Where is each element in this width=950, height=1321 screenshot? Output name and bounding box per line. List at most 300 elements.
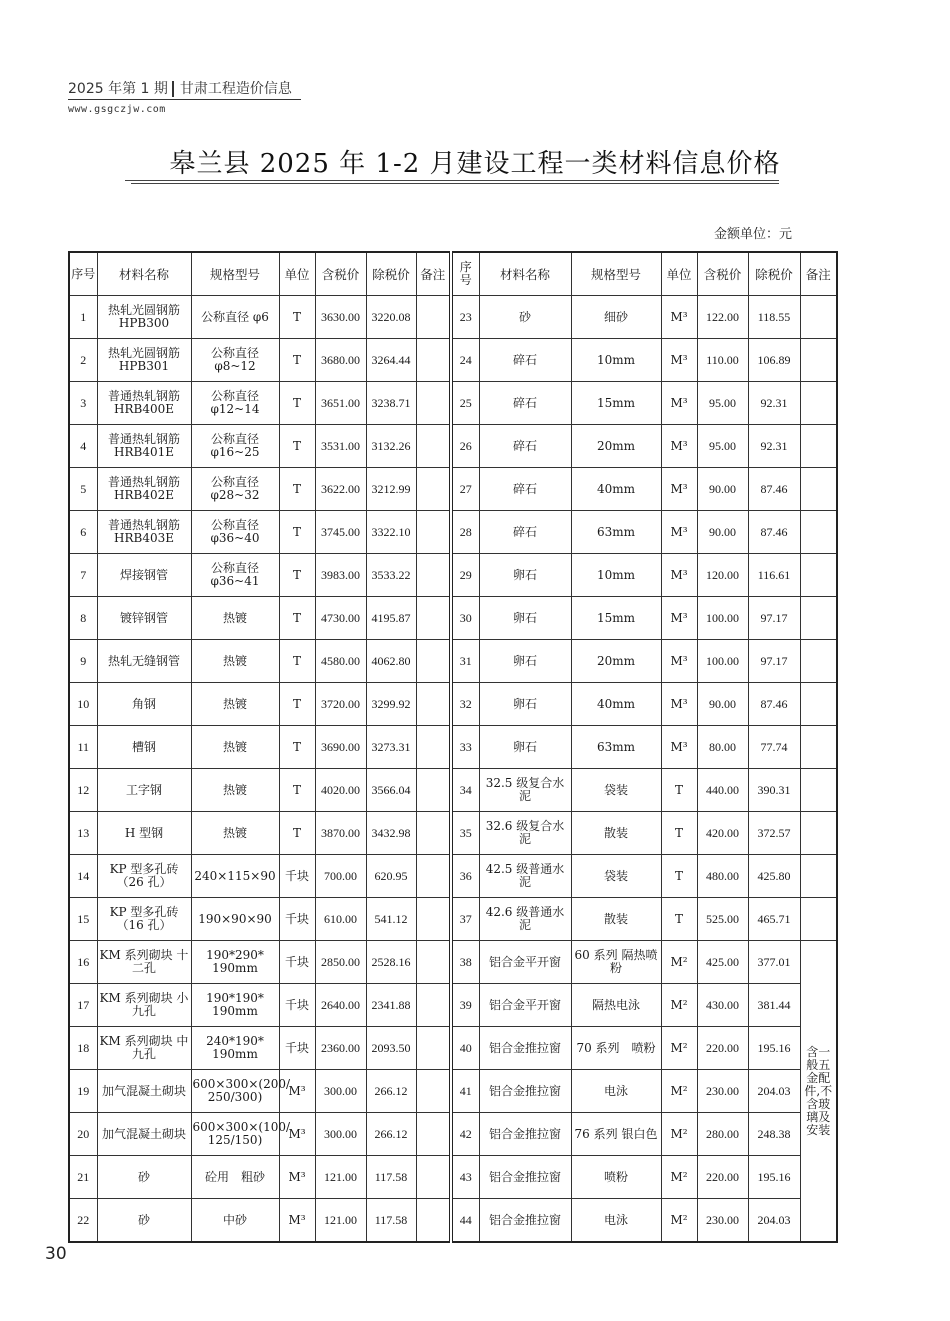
cell-notax: 390.31: [748, 769, 800, 812]
cell-name: 铝合金推拉窗: [479, 1070, 571, 1113]
cell-remark: [416, 1156, 451, 1199]
cell-no: 37: [451, 898, 479, 941]
cell-unit: M²: [661, 1156, 697, 1199]
cell-notax: 3299.92: [366, 683, 416, 726]
cell-tax: 4020.00: [315, 769, 366, 812]
cell-spec: 袋装: [571, 855, 661, 898]
cell-no: 43: [451, 1156, 479, 1199]
cell-no: 10: [69, 683, 97, 726]
cell-remark: [416, 769, 451, 812]
col-header-tax-price: 含税价: [697, 252, 748, 296]
cell-unit: M³: [661, 468, 697, 511]
cell-notax: 3132.26: [366, 425, 416, 468]
cell-name: 普通热轧钢筋 HRB400E: [97, 382, 191, 425]
cell-name: KP 型多孔砖（16 孔）: [97, 898, 191, 941]
table-row: [69, 1156, 837, 1199]
cell-name: 卵石: [479, 726, 571, 769]
cell-spec: 600×300×(200/ 250/300): [191, 1070, 279, 1113]
cell-unit: M²: [661, 1199, 697, 1243]
cell-no: 16: [69, 941, 97, 984]
title-underline-2: [131, 183, 779, 184]
cell-name: 普通热轧钢筋 HRB401E: [97, 425, 191, 468]
cell-unit: M³: [661, 339, 697, 382]
table-row: [69, 554, 837, 597]
cell-no: 24: [451, 339, 479, 382]
cell-tax: 3690.00: [315, 726, 366, 769]
cell-notax: 3322.10: [366, 511, 416, 554]
col-header-unit: 单位: [661, 252, 697, 296]
cell-no: 22: [69, 1199, 97, 1243]
cell-name: 热轧光圆钢筋 HPB301: [97, 339, 191, 382]
cell-no: 41: [451, 1070, 479, 1113]
cell-name: 砂: [97, 1199, 191, 1243]
cell-notax: 116.61: [748, 554, 800, 597]
cell-name: 卵石: [479, 554, 571, 597]
cell-remark: [416, 296, 451, 339]
cell-tax: 100.00: [697, 640, 748, 683]
table-row: [69, 296, 837, 339]
cell-notax: 87.46: [748, 683, 800, 726]
cell-no: 26: [451, 425, 479, 468]
cell-notax: 372.57: [748, 812, 800, 855]
col-header-tax-price: 含税价: [315, 252, 366, 296]
cell-tax: 440.00: [697, 769, 748, 812]
cell-notax: 77.74: [748, 726, 800, 769]
cell-unit: M³: [279, 1199, 315, 1243]
cell-name: 角钢: [97, 683, 191, 726]
cell-no: 3: [69, 382, 97, 425]
cell-name: 碎石: [479, 425, 571, 468]
cell-remark: [416, 683, 451, 726]
cell-name: 焊接钢管: [97, 554, 191, 597]
cell-spec: 76 系列 银白色: [571, 1113, 661, 1156]
cell-name: 普通热轧钢筋 HRB402E: [97, 468, 191, 511]
cell-notax: 97.17: [748, 597, 800, 640]
cell-tax: 3630.00: [315, 296, 366, 339]
cell-name: 铝合金推拉窗: [479, 1113, 571, 1156]
cell-spec: 袋装: [571, 769, 661, 812]
col-header-name: 材料名称: [97, 252, 191, 296]
cell-name: 槽钢: [97, 726, 191, 769]
cell-no: 38: [451, 941, 479, 984]
cell-unit: M²: [661, 984, 697, 1027]
cell-name: 铝合金推拉窗: [479, 1156, 571, 1199]
cell-remark: [800, 597, 837, 640]
cell-name: 碎石: [479, 382, 571, 425]
cell-unit: M³: [661, 726, 697, 769]
cell-tax: 480.00: [697, 855, 748, 898]
cell-spec: 电泳: [571, 1199, 661, 1243]
col-header-remark: 备注: [416, 252, 451, 296]
cell-no: 6: [69, 511, 97, 554]
cell-notax: 248.38: [748, 1113, 800, 1156]
cell-spec: 热镀: [191, 812, 279, 855]
cell-unit: T: [279, 640, 315, 683]
cell-name: 42.5 级普通水泥: [479, 855, 571, 898]
cell-tax: 230.00: [697, 1199, 748, 1243]
cell-name: 砂: [479, 296, 571, 339]
cell-name: 卵石: [479, 683, 571, 726]
cell-spec: 公称直径 φ16~25: [191, 425, 279, 468]
cell-remark: [800, 554, 837, 597]
cell-spec: 中砂: [191, 1199, 279, 1243]
cell-notax: 3566.04: [366, 769, 416, 812]
col-header-no: 序号: [69, 252, 97, 296]
cell-unit: 千块: [279, 1027, 315, 1070]
cell-name: 热轧光圆钢筋 HPB300: [97, 296, 191, 339]
page-title: 皋兰县 2025 年 1-2 月建设工程一类材料信息价格: [169, 149, 781, 179]
cell-unit: M³: [279, 1113, 315, 1156]
cell-remark: [416, 941, 451, 984]
cell-spec: 热镀: [191, 683, 279, 726]
cell-name: 铝合金推拉窗: [479, 1199, 571, 1243]
cell-spec: 细砂: [571, 296, 661, 339]
table-row: [69, 1113, 837, 1156]
cell-no: 44: [451, 1199, 479, 1243]
issue-label: 2025 年第 1 期: [68, 81, 168, 97]
cell-no: 33: [451, 726, 479, 769]
cell-no: 27: [451, 468, 479, 511]
cell-name: 镀锌钢管: [97, 597, 191, 640]
cell-unit: M³: [661, 554, 697, 597]
cell-spec: 热镀: [191, 597, 279, 640]
cell-name: 卵石: [479, 597, 571, 640]
cell-spec: 63mm: [571, 511, 661, 554]
cell-notax: 377.01: [748, 941, 800, 984]
cell-name: KM 系列砌块 小九孔: [97, 984, 191, 1027]
cell-name: 碎石: [479, 468, 571, 511]
cell-tax: 420.00: [697, 812, 748, 855]
cell-spec: 公称直径 φ28~32: [191, 468, 279, 511]
cell-spec: 公称直径 φ36~40: [191, 511, 279, 554]
cell-unit: M³: [661, 425, 697, 468]
cell-remark: [800, 425, 837, 468]
cell-notax: 97.17: [748, 640, 800, 683]
cell-remark: [416, 382, 451, 425]
cell-no: 35: [451, 812, 479, 855]
cell-spec: 热镀: [191, 640, 279, 683]
cell-remark: [800, 382, 837, 425]
cell-no: 23: [451, 296, 479, 339]
cell-notax: 3273.31: [366, 726, 416, 769]
cell-spec: 热镀: [191, 726, 279, 769]
cell-name: 32.6 级复合水泥: [479, 812, 571, 855]
cell-remark: [416, 554, 451, 597]
cell-spec: 20mm: [571, 640, 661, 683]
table-header-row: [69, 252, 837, 296]
cell-notax: 4062.80: [366, 640, 416, 683]
page-number: 30: [45, 1244, 67, 1264]
cell-tax: 3745.00: [315, 511, 366, 554]
cell-no: 29: [451, 554, 479, 597]
cell-name: 铝合金平开窗: [479, 984, 571, 1027]
cell-spec: 600×300×(100/ 125/150): [191, 1113, 279, 1156]
cell-no: 4: [69, 425, 97, 468]
cell-tax: 300.00: [315, 1113, 366, 1156]
cell-no: 32: [451, 683, 479, 726]
cell-remark: [416, 1027, 451, 1070]
cell-remark: [800, 511, 837, 554]
cell-tax: 3651.00: [315, 382, 366, 425]
cell-notax: 87.46: [748, 511, 800, 554]
cell-name: 32.5 级复合水泥: [479, 769, 571, 812]
table-row: [69, 511, 837, 554]
cell-tax: 3622.00: [315, 468, 366, 511]
cell-name: KM 系列砌块 十二孔: [97, 941, 191, 984]
col-header-spec: 规格型号: [191, 252, 279, 296]
cell-no: 7: [69, 554, 97, 597]
cell-no: 36: [451, 855, 479, 898]
table-row: [69, 984, 837, 1027]
cell-tax: 230.00: [697, 1070, 748, 1113]
cell-no: 15: [69, 898, 97, 941]
cell-unit: T: [661, 769, 697, 812]
cell-spec: 隔热电泳: [571, 984, 661, 1027]
cell-tax: 3680.00: [315, 339, 366, 382]
cell-no: 40: [451, 1027, 479, 1070]
cell-name: 工字钢: [97, 769, 191, 812]
cell-unit: M²: [661, 941, 697, 984]
cell-notax: 2093.50: [366, 1027, 416, 1070]
journal-url: www.gsgczjw.com: [68, 104, 166, 115]
cell-spec: 190×90×90: [191, 898, 279, 941]
cell-tax: 3720.00: [315, 683, 366, 726]
cell-no: 14: [69, 855, 97, 898]
cell-no: 1: [69, 296, 97, 339]
cell-name: 普通热轧钢筋 HRB403E: [97, 511, 191, 554]
cell-name: 热轧无缝钢管: [97, 640, 191, 683]
cell-no: 11: [69, 726, 97, 769]
table-row: [69, 425, 837, 468]
cell-unit: M³: [661, 597, 697, 640]
cell-remark: [800, 339, 837, 382]
cell-notax: 2528.16: [366, 941, 416, 984]
cell-name: 铝合金平开窗: [479, 941, 571, 984]
cell-spec: 公称直径 φ12~14: [191, 382, 279, 425]
cell-no: 39: [451, 984, 479, 1027]
cell-tax: 3531.00: [315, 425, 366, 468]
cell-notax: 3212.99: [366, 468, 416, 511]
cell-tax: 525.00: [697, 898, 748, 941]
cell-remark: [416, 597, 451, 640]
cell-name: 卵石: [479, 640, 571, 683]
cell-spec: 63mm: [571, 726, 661, 769]
cell-remark: [416, 425, 451, 468]
cell-tax: 700.00: [315, 855, 366, 898]
title-underline: [125, 180, 779, 181]
cell-unit: T: [661, 812, 697, 855]
cell-unit: T: [279, 511, 315, 554]
cell-notax: 2341.88: [366, 984, 416, 1027]
cell-notax: 204.03: [748, 1070, 800, 1113]
cell-remark: [416, 726, 451, 769]
cell-name: 42.6 级普通水泥: [479, 898, 571, 941]
table-row: [69, 683, 837, 726]
cell-name: KP 型多孔砖（26 孔）: [97, 855, 191, 898]
cell-remark: [416, 511, 451, 554]
cell-tax: 280.00: [697, 1113, 748, 1156]
cell-spec: 砼用 粗砂: [191, 1156, 279, 1199]
cell-tax: 122.00: [697, 296, 748, 339]
cell-remark: [800, 898, 837, 941]
cell-notax: 266.12: [366, 1070, 416, 1113]
cell-tax: 2850.00: [315, 941, 366, 984]
cell-remark: [416, 640, 451, 683]
cell-notax: 541.12: [366, 898, 416, 941]
cell-spec: 公称直径 φ6: [191, 296, 279, 339]
table-row: [69, 855, 837, 898]
cell-spec: 公称直径 φ36~41: [191, 554, 279, 597]
table-row: [69, 339, 837, 382]
cell-notax: 195.16: [748, 1156, 800, 1199]
cell-notax: 195.16: [748, 1027, 800, 1070]
table-row: [69, 382, 837, 425]
cell-name: H 型钢: [97, 812, 191, 855]
cell-no: 42: [451, 1113, 479, 1156]
cell-name: KM 系列砌块 中九孔: [97, 1027, 191, 1070]
cell-notax: 3533.22: [366, 554, 416, 597]
cell-notax: 3238.71: [366, 382, 416, 425]
cell-notax: 266.12: [366, 1113, 416, 1156]
header-rule: [68, 99, 301, 100]
cell-spec: 公称直径 φ8~12: [191, 339, 279, 382]
cell-no: 20: [69, 1113, 97, 1156]
cell-spec: 70 系列 喷粉: [571, 1027, 661, 1070]
cell-unit: T: [279, 683, 315, 726]
cell-tax: 3983.00: [315, 554, 366, 597]
cell-no: 19: [69, 1070, 97, 1113]
table-row: [69, 468, 837, 511]
cell-remark: [800, 296, 837, 339]
col-header-notax-price: 除税价: [366, 252, 416, 296]
cell-remark: [416, 468, 451, 511]
cell-unit: M²: [661, 1113, 697, 1156]
cell-tax: 90.00: [697, 468, 748, 511]
cell-no: 34: [451, 769, 479, 812]
cell-no: 18: [69, 1027, 97, 1070]
col-header-unit: 单位: [279, 252, 315, 296]
cell-name: 铝合金推拉窗: [479, 1027, 571, 1070]
table-row: [69, 812, 837, 855]
cell-spec: 190*290* 190mm: [191, 941, 279, 984]
table-row: [69, 726, 837, 769]
cell-tax: 4730.00: [315, 597, 366, 640]
cell-tax: 4580.00: [315, 640, 366, 683]
cell-remark: [800, 683, 837, 726]
cell-no: 12: [69, 769, 97, 812]
cell-spec: 喷粉: [571, 1156, 661, 1199]
col-header-no: 序号: [451, 252, 479, 296]
cell-notax: 204.03: [748, 1199, 800, 1243]
cell-tax: 430.00: [697, 984, 748, 1027]
cell-no: 31: [451, 640, 479, 683]
cell-remark: [800, 855, 837, 898]
cell-tax: 2360.00: [315, 1027, 366, 1070]
cell-notax: 620.95: [366, 855, 416, 898]
cell-tax: 2640.00: [315, 984, 366, 1027]
cell-remark: [416, 339, 451, 382]
cell-no: 2: [69, 339, 97, 382]
cell-unit: M³: [661, 296, 697, 339]
cell-spec: 15mm: [571, 597, 661, 640]
cell-unit: T: [279, 296, 315, 339]
cell-remark: [416, 812, 451, 855]
table-row: [69, 898, 837, 941]
window-remark-note: 含一般五金配件,不含玻璃及安装: [800, 941, 837, 1243]
cell-no: 8: [69, 597, 97, 640]
cell-spec: 热镀: [191, 769, 279, 812]
cell-no: 28: [451, 511, 479, 554]
journal-header: [68, 78, 292, 98]
cell-spec: 60 系列 隔热喷粉: [571, 941, 661, 984]
cell-no: 17: [69, 984, 97, 1027]
cell-spec: 10mm: [571, 554, 661, 597]
cell-notax: 118.55: [748, 296, 800, 339]
price-table: [68, 251, 838, 1243]
cell-remark: [800, 468, 837, 511]
cell-no: 21: [69, 1156, 97, 1199]
cell-tax: 90.00: [697, 683, 748, 726]
cell-name: 砂: [97, 1156, 191, 1199]
col-header-remark: 备注: [800, 252, 837, 296]
cell-remark: [800, 726, 837, 769]
cell-unit: T: [279, 554, 315, 597]
cell-unit: T: [661, 855, 697, 898]
cell-unit: T: [279, 769, 315, 812]
cell-unit: T: [279, 597, 315, 640]
unit-note: 金额单位：元: [713, 227, 792, 242]
cell-unit: 千块: [279, 898, 315, 941]
cell-spec: 190*190* 190mm: [191, 984, 279, 1027]
cell-unit: M²: [661, 1027, 697, 1070]
cell-tax: 95.00: [697, 382, 748, 425]
cell-notax: 3264.44: [366, 339, 416, 382]
cell-tax: 90.00: [697, 511, 748, 554]
cell-tax: 220.00: [697, 1156, 748, 1199]
cell-no: 9: [69, 640, 97, 683]
cell-unit: M³: [661, 640, 697, 683]
col-header-name: 材料名称: [479, 252, 571, 296]
cell-remark: [416, 898, 451, 941]
cell-unit: M³: [279, 1156, 315, 1199]
cell-spec: 240×115×90: [191, 855, 279, 898]
cell-notax: 3432.98: [366, 812, 416, 855]
col-header-notax-price: 除税价: [748, 252, 800, 296]
cell-no: 25: [451, 382, 479, 425]
cell-spec: 20mm: [571, 425, 661, 468]
journal-name: 甘肃工程造价信息: [179, 81, 292, 97]
cell-unit: 千块: [279, 984, 315, 1027]
cell-notax: 92.31: [748, 425, 800, 468]
cell-name: 加气混凝土砌块: [97, 1113, 191, 1156]
cell-spec: 散装: [571, 812, 661, 855]
cell-unit: 千块: [279, 941, 315, 984]
cell-remark: [416, 1199, 451, 1243]
cell-tax: 425.00: [697, 941, 748, 984]
cell-unit: T: [279, 812, 315, 855]
cell-unit: T: [279, 339, 315, 382]
cell-name: 碎石: [479, 339, 571, 382]
cell-remark: [800, 769, 837, 812]
table-row: [69, 1027, 837, 1070]
cell-spec: 10mm: [571, 339, 661, 382]
table-row: [69, 1199, 837, 1243]
cell-unit: T: [279, 726, 315, 769]
cell-spec: 40mm: [571, 468, 661, 511]
cell-unit: M²: [661, 1070, 697, 1113]
cell-tax: 300.00: [315, 1070, 366, 1113]
cell-notax: 117.58: [366, 1156, 416, 1199]
